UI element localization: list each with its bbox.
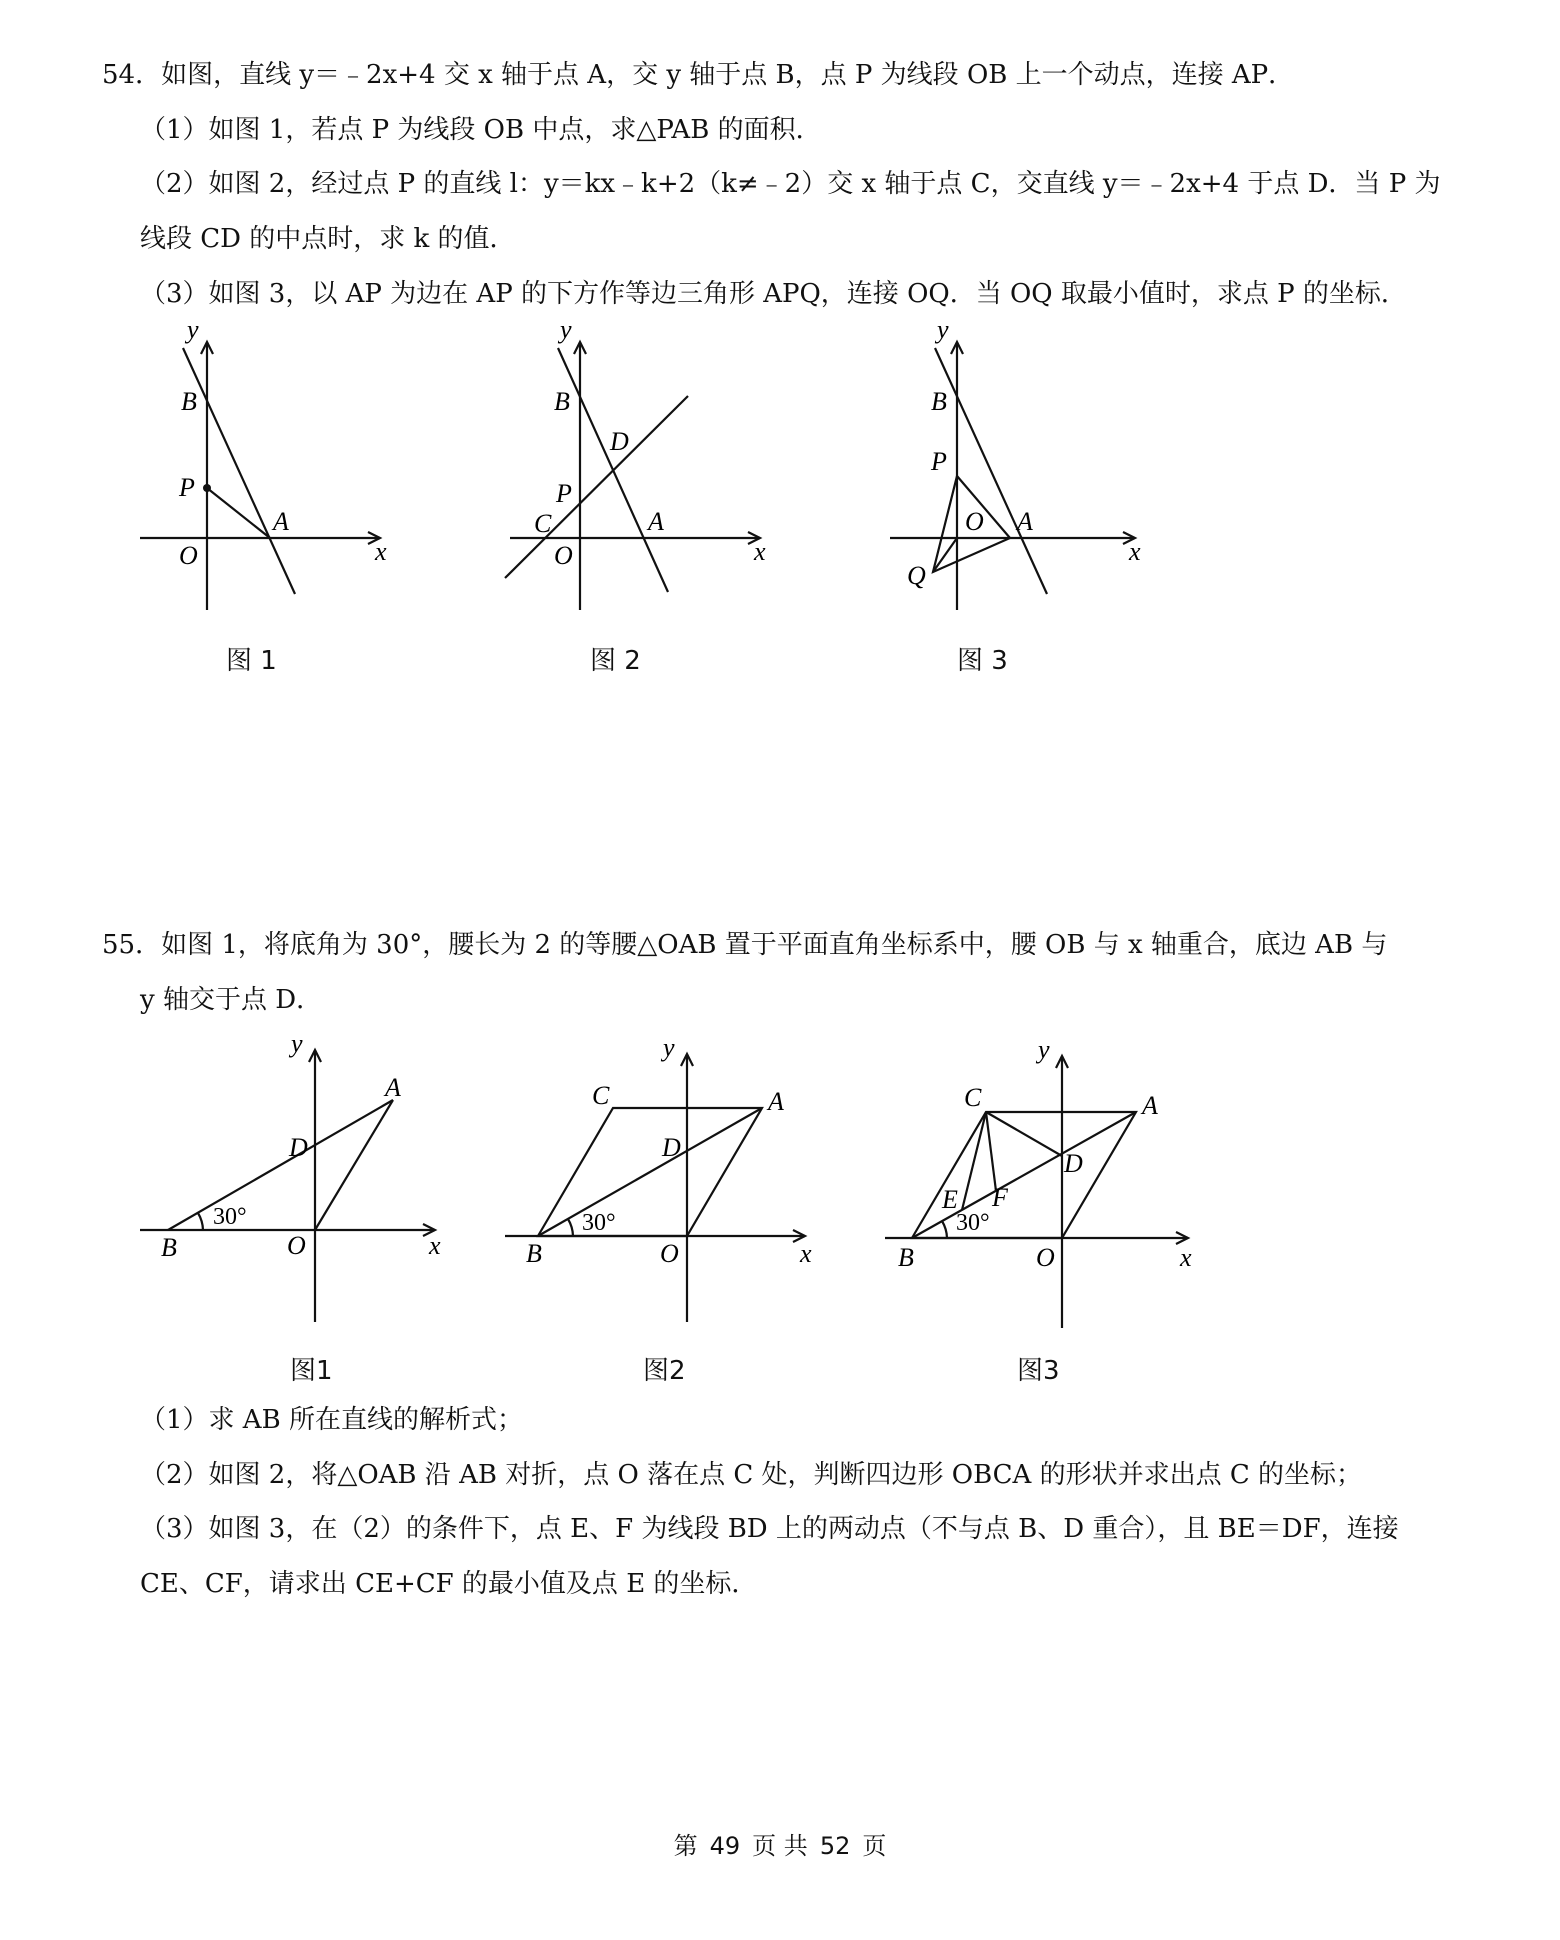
q54-part1: （1）如图 1，若点 P 为线段 OB 中点，求△PAB 的面积． — [140, 115, 822, 145]
footer-prefix: 第 — [673, 1832, 698, 1860]
q54-figure-2 — [500, 320, 780, 620]
label-x: x — [375, 537, 387, 566]
label-a: A — [1142, 1091, 1158, 1120]
label-o: O — [660, 1239, 679, 1268]
label-d: D — [662, 1133, 681, 1162]
q55-stem-line1: 55．如图 1，将底角为 30°，腰长为 2 的等腰△OAB 置于平面直角坐标系中，腰 OB 与 x 轴重合，底边 AB 与 — [102, 930, 1388, 960]
label-x: x — [1129, 537, 1141, 566]
q54-figure-3 — [885, 320, 1155, 620]
line-l — [505, 396, 688, 578]
label-p: P — [179, 473, 195, 502]
q55-part3-line1: （3）如图 3，在（2）的条件下，点 E、F 为线段 BD 上的两动点（不与点 B、D 重合），且 BE＝DF，连接 — [140, 1514, 1399, 1544]
label-q: Q — [907, 561, 926, 590]
label-a: A — [1017, 507, 1033, 536]
q55-caption-2: 图2 — [643, 1356, 686, 1386]
q55-part1: （1）求 AB 所在直线的解析式； — [140, 1405, 523, 1435]
label-b: B — [526, 1239, 542, 1268]
label-y: y — [663, 1033, 675, 1062]
q54-caption-1: 图 1 — [226, 646, 277, 676]
q54-part3: （3）如图 3，以 AP 为边在 AP 的下方作等边三角形 APQ，连接 OQ．当 OQ 取最小值时，求点 P 的坐标． — [140, 279, 1407, 309]
q54-caption-2: 图 2 — [590, 646, 641, 676]
label-y: y — [937, 320, 949, 344]
point-p — [203, 484, 211, 492]
q54-part2-line1: （2）如图 2，经过点 P 的直线 l：y＝kx﹣k+2（k≠﹣2）交 x 轴于点 C，交直线 y＝﹣2x+4 于点 D．当 P 为 — [140, 169, 1441, 199]
label-c: C — [592, 1081, 610, 1110]
q55-part2: （2）如图 2，将△OAB 沿 AB 对折，点 O 落在点 C 处，判断四边形 OBCA 的形状并求出点 C 的坐标； — [140, 1460, 1363, 1490]
q55-stem-line2: y 轴交于点 D． — [140, 985, 323, 1015]
label-a: A — [648, 507, 664, 536]
angle-arc — [568, 1219, 573, 1236]
footer-page-number: 49 — [709, 1832, 741, 1860]
label-f: F — [992, 1183, 1008, 1212]
label-angle: 30° — [956, 1210, 990, 1236]
label-d: D — [1064, 1149, 1083, 1178]
segment-cd — [986, 1112, 1062, 1156]
q55-figure-2 — [500, 1030, 830, 1330]
q54-stem: 54．如图，直线 y＝﹣2x+4 交 x 轴于点 A，交 y 轴于点 B，点 P 为线段 OB 上一个动点，连接 AP． — [102, 60, 1295, 90]
angle-arc — [942, 1221, 947, 1238]
q55-caption-1: 图1 — [290, 1356, 333, 1386]
label-b: B — [898, 1243, 914, 1272]
q54-caption-3: 图 3 — [957, 646, 1008, 676]
q55-part3-line2: CE、CF，请求出 CE+CF 的最小值及点 E 的坐标． — [140, 1569, 758, 1599]
label-o: O — [287, 1231, 306, 1260]
label-x: x — [429, 1231, 441, 1260]
q55-figure-1 — [135, 1030, 465, 1330]
segment-pa — [207, 488, 270, 538]
label-y: y — [560, 320, 572, 344]
side-oa — [315, 1100, 393, 1230]
label-o: O — [1036, 1243, 1055, 1272]
label-b: B — [181, 387, 197, 416]
label-y: y — [291, 1030, 303, 1058]
diagonal-ba — [538, 1108, 762, 1236]
label-d: D — [610, 427, 629, 456]
label-p: P — [556, 479, 572, 508]
label-a: A — [273, 507, 289, 536]
label-b: B — [931, 387, 947, 416]
segment-ce — [962, 1112, 986, 1210]
label-x: x — [1180, 1243, 1192, 1272]
segment-cf — [986, 1112, 996, 1191]
label-d: D — [289, 1133, 308, 1162]
label-y: y — [187, 320, 199, 344]
label-o: O — [179, 541, 198, 570]
label-y: y — [1038, 1035, 1050, 1064]
q54-figure-1 — [135, 320, 405, 620]
q54-part2-line2: 线段 CD 的中点时，求 k 的值． — [140, 224, 516, 254]
footer-mid: 页 共 — [752, 1832, 808, 1860]
label-c: C — [964, 1083, 982, 1112]
footer-total-pages: 52 — [819, 1832, 851, 1860]
label-o: O — [965, 507, 984, 536]
label-b: B — [161, 1233, 177, 1262]
angle-arc — [198, 1213, 203, 1230]
label-a: A — [768, 1087, 784, 1116]
label-angle: 30° — [582, 1210, 616, 1236]
label-angle: 30° — [213, 1204, 247, 1230]
q55-figure-3 — [880, 1030, 1210, 1340]
line-ab — [183, 348, 295, 594]
label-o: O — [554, 541, 573, 570]
diagonal-ba — [912, 1112, 1136, 1238]
label-x: x — [800, 1239, 812, 1268]
side-ba — [168, 1100, 393, 1230]
label-a: A — [385, 1073, 401, 1102]
q55-caption-3: 图3 — [1017, 1356, 1060, 1386]
page-footer — [0, 1826, 1560, 1861]
label-p: P — [931, 447, 947, 476]
label-e: E — [942, 1185, 958, 1214]
footer-suffix: 页 — [862, 1832, 887, 1860]
label-b: B — [554, 387, 570, 416]
label-x: x — [754, 537, 766, 566]
line-ab — [935, 348, 1047, 594]
label-c: C — [534, 509, 552, 538]
